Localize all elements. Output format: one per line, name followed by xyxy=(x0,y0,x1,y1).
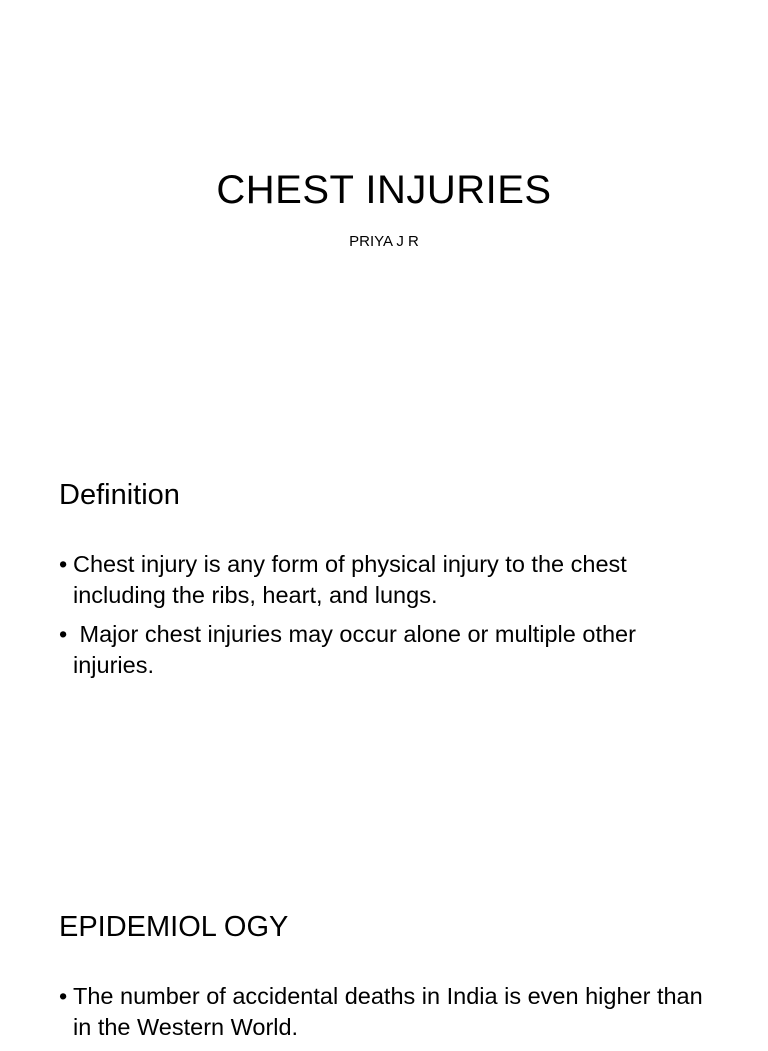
bullet-icon: • xyxy=(59,551,68,577)
slide-heading: EPIDEMIOL OGY xyxy=(59,911,289,943)
definition-slide xyxy=(0,432,768,864)
bullet-text: Chest injury is any form of physical injury to the chest including the ribs, heart, and lungs. xyxy=(73,551,627,608)
bullet-item xyxy=(59,981,719,1043)
title-slide xyxy=(0,0,768,432)
bullet-icon: • xyxy=(59,621,68,647)
bullet-icon: • xyxy=(59,983,68,1009)
presentation-author: PRIYA J R xyxy=(349,233,419,250)
bullet-text: The number of accidental deaths in India is even higher than in the Western World. xyxy=(73,983,703,1040)
bullet-text: Major chest injuries may occur alone or multiple other injuries. xyxy=(73,621,643,678)
bullet-item xyxy=(59,549,719,611)
slide-heading: Definition xyxy=(59,479,180,511)
epidemiology-slide xyxy=(0,864,768,1040)
presentation-title: CHEST INJURIES xyxy=(216,168,552,212)
bullet-item xyxy=(59,619,719,681)
bullet-list xyxy=(59,549,719,689)
bullet-list xyxy=(59,981,719,1051)
